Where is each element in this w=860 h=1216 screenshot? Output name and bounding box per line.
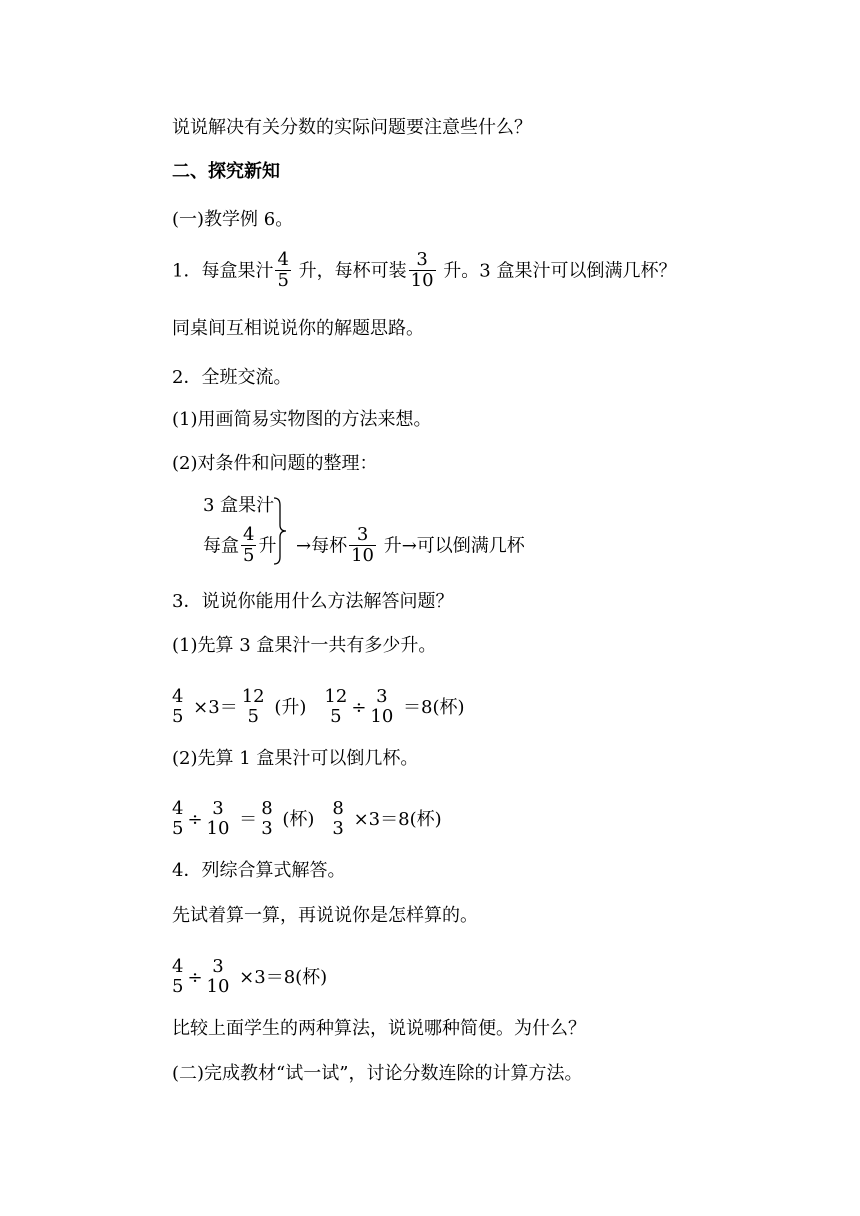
fraction: 12 5 [324,686,348,727]
section-heading: 二、探究新知 [172,161,280,182]
line-step-1: (1)先算 3 盒果汁一共有多少升。 [172,635,437,656]
fraction: 8 3 [332,798,344,839]
text-fragment: 1．每盒果汁 [172,260,274,282]
text-fragment: ＝ [233,809,258,830]
equation-2 [168,800,442,840]
fraction: 12 5 [241,686,265,727]
equation-3 [168,958,327,998]
line-combined-formula: 4．列综合算式解答。 [172,860,346,881]
subsection-try-it: (二)完成教材“试一试”，讨论分数连除的计算方法。 [172,1063,583,1084]
diagram-bottom-condition [203,526,276,567]
equation-1 [168,688,465,728]
text-fragment: ×3＝ [187,697,238,718]
line-question-3: 3．说说你能用什么方法解答问题？ [172,591,454,612]
fraction: 4 5 [172,956,184,997]
line-discuss: 同桌间互相说说你的解题思路。 [172,318,424,339]
text-fragment: 升 [258,535,277,557]
fraction: 3 10 [370,686,394,727]
line-step-2: (2)先算 1 盒果汁可以倒几杯。 [172,748,419,769]
fraction: 4 5 [172,686,184,727]
line-compare-methods: 比较上面学生的两种算法，说说哪种简便。为什么？ [172,1018,586,1039]
fraction: $\frac{3}{10}$ [410,249,434,291]
text-fragment: ＝8(杯) [397,697,465,718]
text-fragment: ×3＝8(杯) [233,967,328,988]
text-fragment: →每杯 [296,535,348,557]
fraction: $\frac{4}{5}$ [277,249,289,291]
text-fragment: ÷ [187,967,203,988]
fraction: 8 3 [261,798,273,839]
line-try-calculate: 先试着算一算，再说说你是怎样算的。 [172,905,478,926]
subsection-example-6: (一)教学例 6。 [172,209,294,230]
fraction: 4 5 [172,798,184,839]
text-fragment: ÷ [187,809,203,830]
text-fragment: 升，每杯可装 [292,260,407,282]
text-fragment: ÷ [351,697,367,718]
diagram-result [296,526,525,567]
fraction: 3 10 [206,956,230,997]
text-fragment: 升→可以倒满几杯 [378,535,525,557]
fraction: 3 10 [206,798,230,839]
line-method-1: (1)用画简易实物图的方法来想。 [172,409,432,430]
text-fragment: ×3＝8(杯) [347,809,442,830]
text-fragment: (杯) [276,809,315,830]
text-fragment: (升) [268,697,307,718]
text-fragment: 每盒 [203,535,239,557]
text-fragment: 升。3 盒果汁可以倒满几杯？ [437,260,677,282]
fraction: $\frac{4}{5}$ [243,524,255,566]
line-method-2: (2)对条件和问题的整理： [172,453,378,474]
problem-statement [172,251,676,292]
fraction: $\frac{3}{10}$ [351,524,374,566]
diagram-top-condition: 3 盒果汁 [203,495,275,516]
line-class-exchange: 2．全班交流。 [172,367,292,388]
right-brace [273,497,287,565]
line-reflection-question: 说说解决有关分数的实际问题要注意些什么？ [172,117,532,138]
